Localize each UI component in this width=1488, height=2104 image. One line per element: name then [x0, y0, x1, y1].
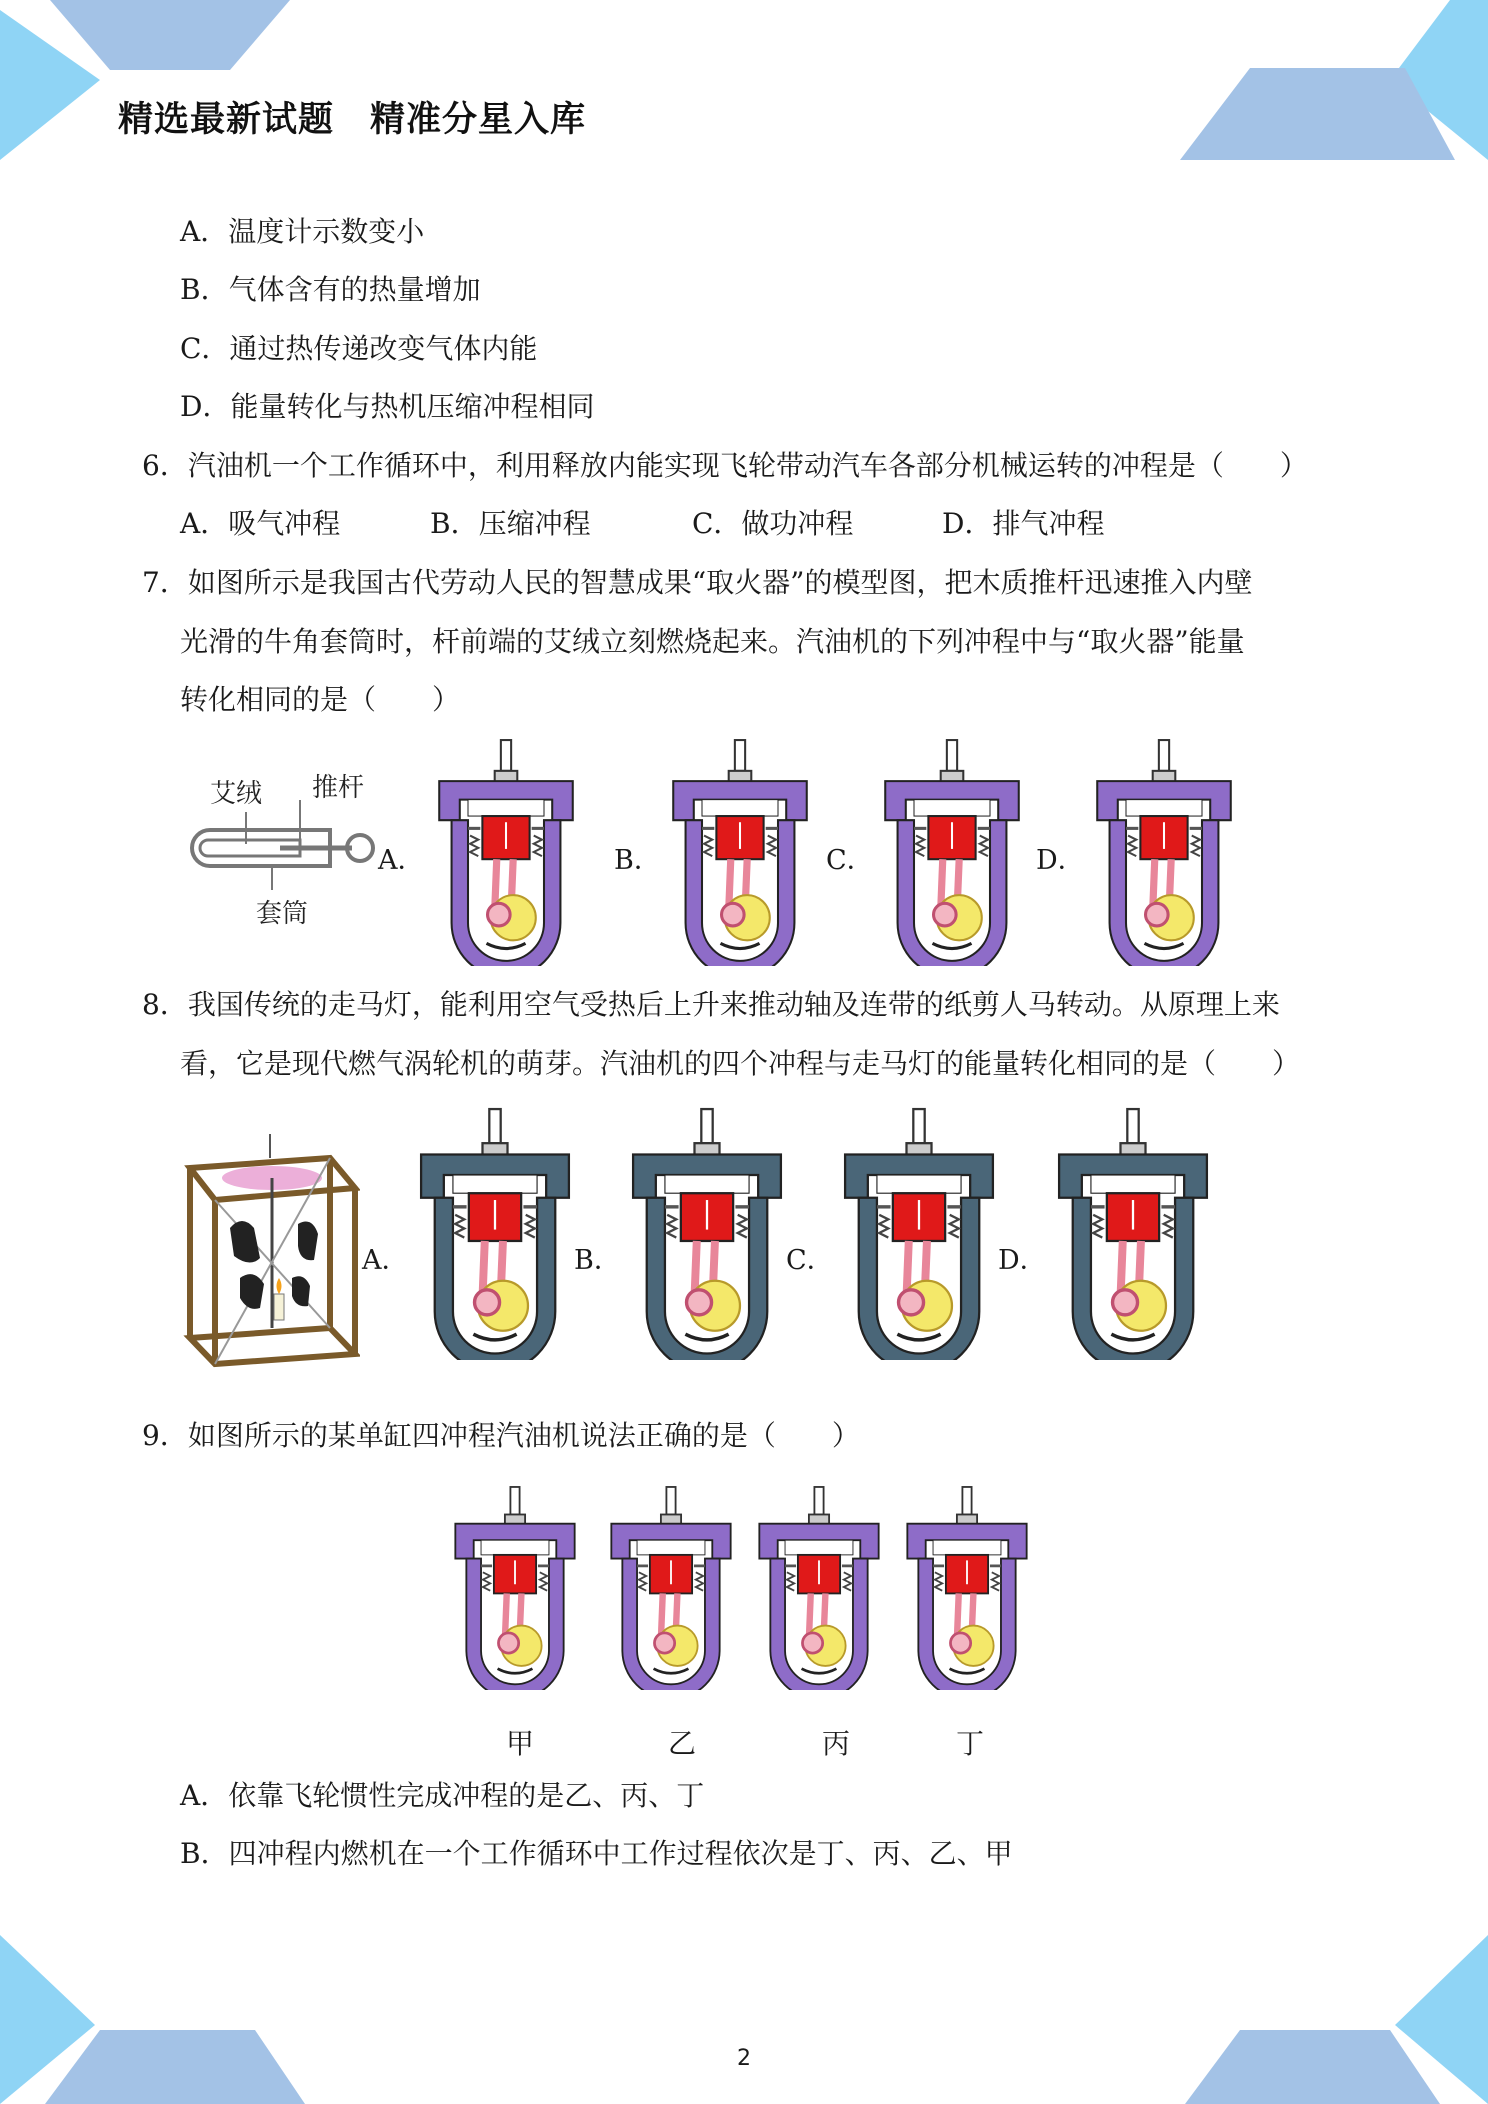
q6-option-d: D．排气冲程 [942, 507, 1105, 540]
page-number: 2 [737, 2046, 751, 2071]
q5-option-c: C．通过热传递改变气体内能 [180, 332, 538, 365]
q7-choice-label-a: A． [378, 845, 425, 876]
q9-engine-bing [752, 1484, 886, 1690]
q8-choice-label-b: B． [574, 1245, 621, 1276]
q7-choice-label-c: C． [826, 845, 874, 876]
q5-option-d: D．能量转化与热机压缩冲程相同 [180, 390, 595, 423]
q9-engine-ding [900, 1484, 1034, 1690]
q6-stem: 6．汽油机一个工作循环中，利用释放内能实现飞轮带动汽车各部分机械运转的冲程是（ ） [142, 449, 1308, 482]
q9-caption-bing: 丙 [822, 1727, 851, 1760]
q7-choice-label-d: D． [1036, 845, 1085, 876]
q9-caption-yi: 乙 [668, 1727, 697, 1760]
q6-option-a: A．吸气冲程 [180, 507, 341, 540]
q6-option-b: B．压缩冲程 [430, 507, 591, 540]
q7-engine-d [1088, 738, 1240, 966]
q7-engine-a [430, 738, 582, 966]
q9-caption-ding: 丁 [956, 1727, 985, 1760]
q9-option-a: A．依靠飞轮惯性完成冲程的是乙、丙、丁 [180, 1779, 705, 1812]
q9-caption-jia: 甲 [506, 1727, 535, 1760]
q6-options [180, 504, 1380, 544]
q8-stem-line-1: 8．我国传统的走马灯，能利用空气受热后上升来推动轴及连带的纸剪人马转动。从原理上来 [142, 988, 1280, 1021]
q8-choice-label-a: A． [362, 1245, 409, 1276]
q9-stem: 9．如图所示的某单缸四冲程汽油机说法正确的是（ ） [142, 1419, 860, 1452]
q9-option-b: B．四冲程内燃机在一个工作循环中工作过程依次是丁、丙、乙、甲 [180, 1837, 1013, 1870]
fire-starter-diagram [180, 770, 380, 940]
q9-engine-jia [448, 1484, 582, 1690]
q8-engine-c [836, 1106, 1002, 1360]
q7-stem-line-2: 光滑的牛角套筒时，杆前端的艾绒立刻燃烧起来。汽油机的下列冲程中与“取火器”能量 [180, 625, 1245, 658]
label-rod: 推杆 [312, 773, 365, 803]
q8-choice-label-c: C． [786, 1245, 834, 1276]
q5-option-b: B．气体含有的热量增加 [180, 273, 481, 306]
q9-engine-yi [604, 1484, 738, 1690]
q6-option-c: C．做功冲程 [692, 507, 854, 540]
header-title: 精选最新试题 精准分星入库 [118, 100, 587, 140]
q8-stem-line-2: 看，它是现代燃气涡轮机的萌芽。汽油机的四个冲程与走马灯的能量转化相同的是（ ） [180, 1047, 1301, 1080]
q8-choice-label-d: D． [998, 1245, 1047, 1276]
q7-stem-line-3: 转化相同的是（ ） [180, 683, 461, 716]
q7-choice-label-b: B． [614, 845, 661, 876]
q7-engine-c [876, 738, 1028, 966]
q8-engine-d [1050, 1106, 1216, 1360]
q7-engine-b [664, 738, 816, 966]
q7-stem-line-1: 7．如图所示是我国古代劳动人民的智慧成果“取火器”的模型图，把木质推杆迅速推入内壁 [142, 566, 1253, 599]
trotting-horse-lantern [180, 1128, 360, 1372]
q5-option-a: A．温度计示数变小 [180, 215, 425, 248]
q8-engine-a [412, 1106, 578, 1360]
label-tinder: 艾绒 [210, 779, 263, 809]
q8-engine-b [624, 1106, 790, 1360]
label-sleeve: 套筒 [256, 899, 309, 929]
